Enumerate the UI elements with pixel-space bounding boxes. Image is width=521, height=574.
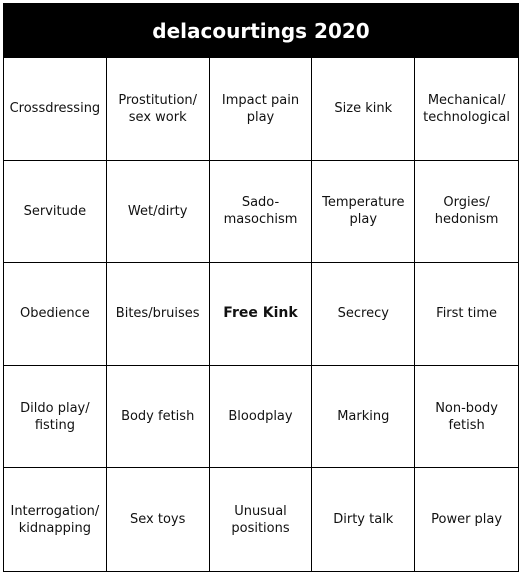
bingo-cell-size-kink: Size kink [312, 58, 415, 161]
bingo-cell-first-time: First time [415, 263, 518, 366]
bingo-card [3, 3, 519, 572]
bingo-cell-temperature-play: Temperature play [312, 161, 415, 264]
bingo-cell-free-space: Free Kink [210, 263, 313, 366]
bingo-cell-sadomasochism: Sado- masochism [210, 161, 313, 264]
bingo-cell-dirty-talk: Dirty talk [312, 468, 415, 571]
bingo-cell-orgies: Orgies/ hedonism [415, 161, 518, 264]
bingo-cell-marking: Marking [312, 366, 415, 469]
bingo-cell-servitude: Servitude [4, 161, 107, 264]
bingo-cell-interrogation: Interrogation/ kidnapping [4, 468, 107, 571]
bingo-cell-prostitution: Prostitution/ sex work [107, 58, 210, 161]
bingo-cell-bloodplay: Bloodplay [210, 366, 313, 469]
bingo-cell-wet-dirty: Wet/dirty [107, 161, 210, 264]
bingo-cell-secrecy: Secrecy [312, 263, 415, 366]
bingo-grid [4, 58, 518, 571]
bingo-cell-crossdressing: Crossdressing [4, 58, 107, 161]
bingo-cell-body-fetish: Body fetish [107, 366, 210, 469]
bingo-cell-bites-bruises: Bites/bruises [107, 263, 210, 366]
bingo-cell-mechanical: Mechanical/ technological [415, 58, 518, 161]
bingo-cell-power-play: Power play [431, 512, 503, 528]
bingo-cell-non-body-fetish: Non-body fetish [415, 366, 518, 469]
bingo-cell-dildo-play: Dildo play/ fisting [4, 366, 107, 469]
bingo-cell-obedience: Obedience [4, 263, 107, 366]
bingo-cell-impact-pain-play: Impact pain play [210, 58, 313, 161]
bingo-cell-unusual-positions: Unusual positions [210, 468, 313, 571]
bingo-title: delacourtings 2020 [4, 4, 518, 58]
bingo-cell-sex-toys: Sex toys [107, 468, 210, 571]
